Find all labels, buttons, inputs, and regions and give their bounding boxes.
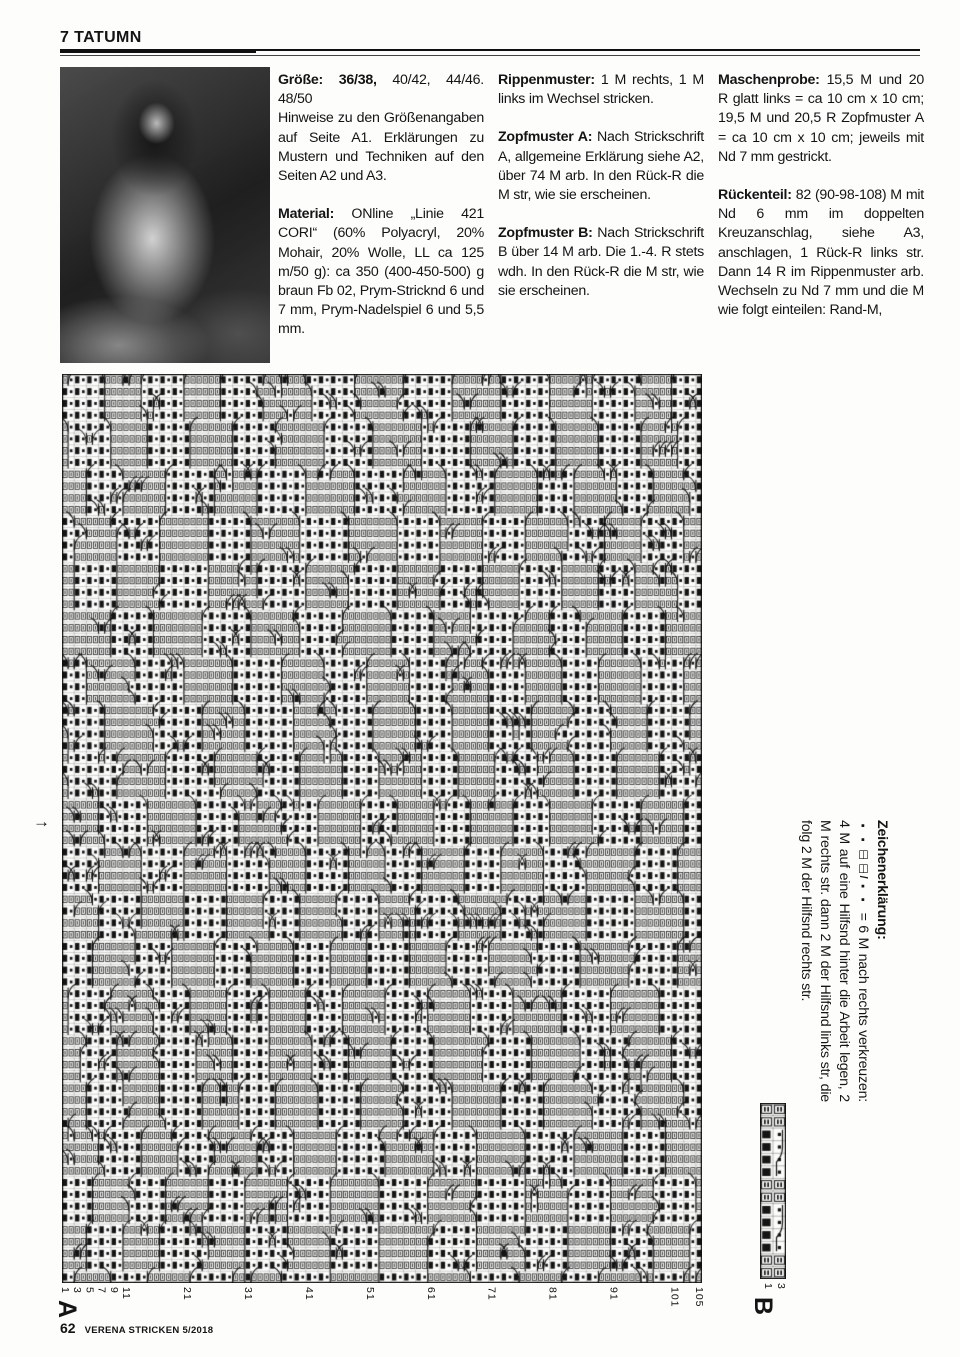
text-column-2 [498,71,704,301]
header-rule-thin [60,55,920,56]
chart-a-axis-number: 51 [363,1287,376,1301]
paragraph-text: Nach Strickschrift B über 14 M arb. Die 1.-4. R stets wdh. In den Rück-R die M str, wie sie erscheinen. [498,225,704,299]
chart-a-axis-number: 31 [241,1287,254,1301]
legend-title: Zeichenerklärung: [874,820,890,940]
chart-a-axis-number: 1 [59,1287,72,1294]
chart-a-axis-number: 61 [424,1287,437,1301]
paragraph-lead: Material: [278,206,352,223]
chart-b-canvas [760,1103,786,1279]
chart-a-axis-number: 5 [83,1287,96,1294]
model-photo [60,67,270,363]
footer-magazine-title: VERENA STRICKEN 5/2018 [84,1325,214,1336]
chart-a-axis-number: 11 [120,1287,132,1300]
paragraph [718,186,924,320]
text-column-1 [278,71,484,340]
paragraph-text: 40/42, 44/46. 48/50 [278,72,484,108]
paragraph [278,109,484,186]
chart-a-axis-number: 105 [692,1287,705,1308]
legend-block [753,820,891,1102]
footer [60,1320,213,1338]
chart-a-label: A [53,1300,81,1319]
cable-symbol-icon: ▪▪◫◫/▪▪ [857,820,869,909]
chart-b-label: B [749,1297,777,1316]
paragraph-lead: Rückenteil: [718,187,796,204]
legend-text: = 6 M nach rechts verkreuzen: 4 M auf eine Hilfsnd hinter die Arbeit legen, 2 M rechts str. dann 2 M der Hilfsnd links str, die folg 2 M der Hilfsnd rechts str. [798,820,871,1102]
chart-a-axis-number: 81 [546,1287,559,1301]
chart-b-axis-number: 3 [775,1283,787,1289]
header-rule-mid [256,49,920,51]
paragraph-text: 15,5 M und 20 R glatt links = ca 10 cm x 10 cm; 19,5 M und 20,5 R Zopfmuster A = ca 10 cm x 10 cm; jeweils mit Nd 7 mm gestrickt. [718,72,924,165]
chart-a-axis-number: 9 [107,1287,120,1294]
chart-a-axis-number: 101 [668,1287,681,1308]
chart-a-axis-number: 71 [485,1287,498,1301]
paragraph-lead: Zopfmuster B: [498,225,598,242]
paragraph-lead: Maschenprobe: [718,72,827,88]
chart-a-axis-number: 41 [302,1287,315,1301]
chart-a-axis-number: 91 [607,1287,620,1301]
chart-b-axis-number: 1 [762,1283,774,1289]
chart-a-canvas [62,374,702,1283]
chart-a-axis-number: 21 [180,1287,193,1301]
paragraph-lead: Zopfmuster A: [498,129,598,146]
paragraph-text: ONline „Linie 421 CORI“ (60% Polyacryl, 20% Mohair, 20% Wolle, LL ca 125 m/50 g): ca 350 (400-450-500) g braun Fb 02, Prym-Stricknd 6 und 7 mm, Prym-Nadelspiel 6 und 5,5 mm. [278,206,484,338]
paragraph-text: Hinweise zu den Größenangaben auf Seite A1. Erklärungen zu Mustern und Techniken auf den Seiten A2 und A3. [278,110,484,185]
paragraph [278,205,484,339]
chart-a-axis-number: 7 [95,1287,108,1294]
paragraph-text: 82 (90-98-108) M mit Nd 6 mm im doppelten Kreuzanschlag, siehe A3, anschlagen, 1 Rück-R links str. Dann 14 R im Rippenmuster arb. Wechseln zu Nd 7 mm und die M wie folgt einteilen: Rand-M, [718,187,925,319]
legend-entry [796,820,872,1102]
paragraph [498,128,704,205]
row-marker-arrow: → [33,812,50,831]
paragraph-lead: Rippenmuster: [498,72,601,88]
chart-a-axis-number: 3 [71,1287,84,1294]
footer-page-number: 62 [60,1320,76,1336]
paragraph [278,71,484,109]
text-column-3 [718,71,924,320]
paragraph [718,71,924,167]
paragraph [498,224,704,301]
paragraph [498,71,704,109]
paragraph-text: Nach Strickschrift A, allgemeine Erklärung siehe A2, über 74 M arb. In den Rück-R die M str, wie sie erscheinen. [498,129,705,204]
page-title: 7 TATUMN [60,29,142,46]
paragraph-lead: Größe: 36/38, [278,72,393,88]
header-rule-thick [60,49,256,53]
paragraph-text: 1 M rechts, 1 M links im Wechsel stricken. [498,72,704,108]
